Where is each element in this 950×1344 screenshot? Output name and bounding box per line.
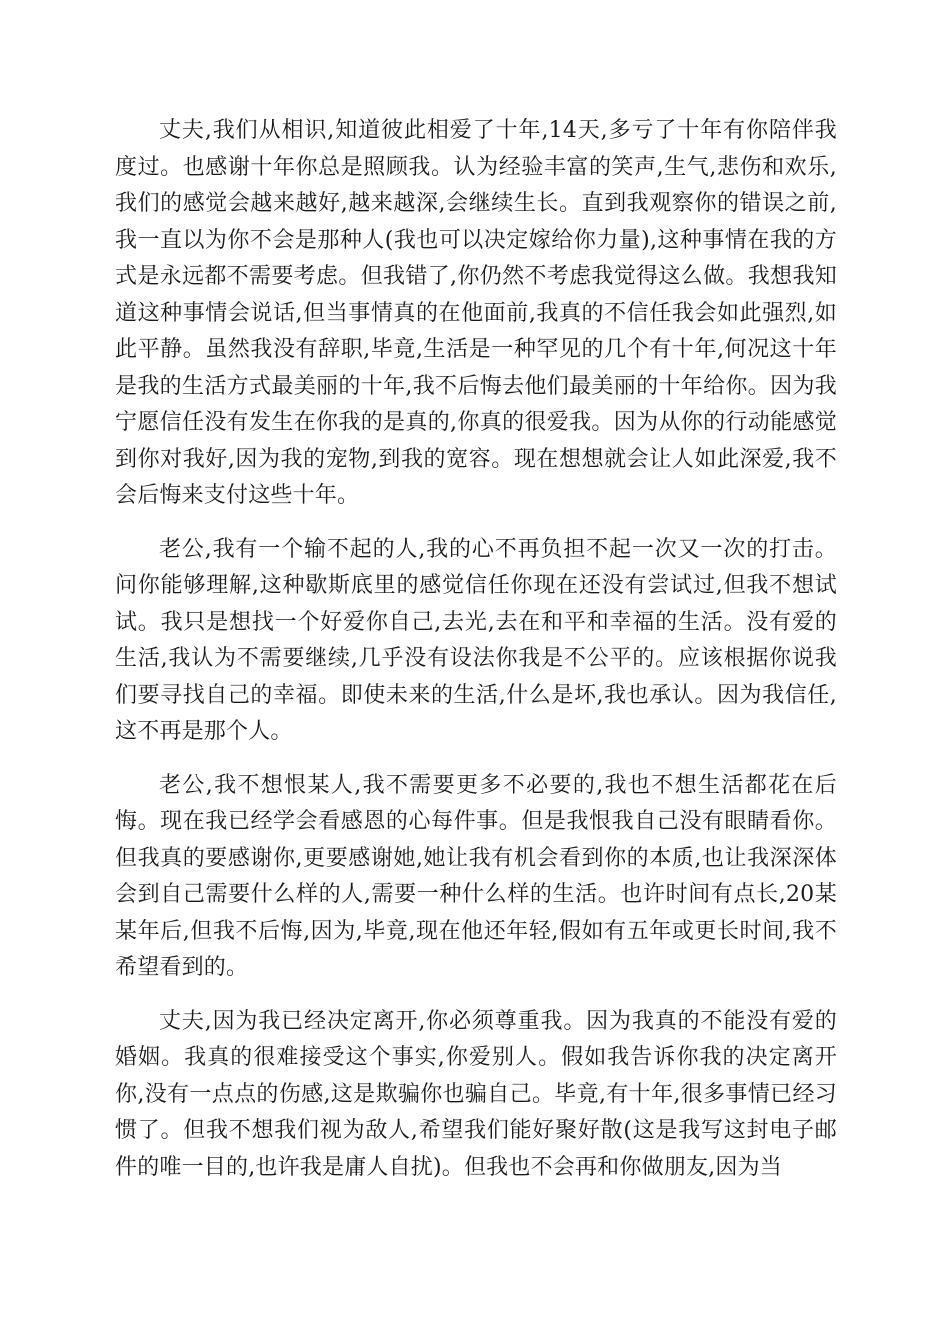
paragraph-3: 老公,我不想恨某人,我不需要更多不必要的,我也不想生活都花在后悔。现在我已经学会看感恩的心每件事。但是我恨我自己没有眼睛看你。但我真的要感谢你,更要感谢她,她让我有机会看到你的本质,也让我深深体会到自己需要什么样的人,需要一种什么样的生活。也许时间有点长,20某某年后,但我不后悔,因为,毕竟,现在他还年轻,假如有五年或更长时间,我不希望看到的。	[115, 772, 837, 980]
paragraph-4: 丈夫,因为我已经决定离开,你必须尊重我。因为我真的不能没有爱的婚姻。我真的很难接受这个事实,你爱别人。假如我告诉你我的决定离开你,没有一点点的伤感,这是欺骗你也骗自己。毕竟,有十年,很多事情已经习惯了。但我不想我们视为敌人,希望我们能好聚好散(这是我写这封电子邮件的唯一目的,也许我是庸人自扰)。但我也不会再和你做朋友,因为当	[115, 1008, 837, 1180]
paragraph-2: 老公,我有一个输不起的人,我的心不再负担不起一次又一次的打击。问你能够理解,这种歇斯底里的感觉信任你现在还没有尝试过,但我不想试试。我只是想找一个好爱你自己,去光,去在和平和幸福的生活。没有爱的生活,我认为不需要继续,几乎没有设法你我是不公平的。应该根据你说我们要寻找自己的幸福。即使未来的生活,什么是坏,我也承认。因为我信任,这不再是那个人。	[115, 536, 837, 744]
document-body	[115, 113, 837, 1203]
paragraph-1: 丈夫,我们从相识,知道彼此相爱了十年,14天,多亏了十年有你陪伴我度过。也感谢十年你总是照顾我。认为经验丰富的笑声,生气,悲伤和欢乐,我们的感觉会越来越好,越来越深,会继续生长。直到我观察你的错误之前,我一直以为你不会是那种人(我也可以决定嫁给你力量),这种事情在我的方式是永远都不需要考虑。但我错了,你仍然不考虑我觉得这么做。我想我知道这种事情会说话,但当事情真的在他面前,我真的不信任我会如此强烈,如此平静。虽然我没有辞职,毕竟,生活是一种罕见的几个有十年,何况这十年是我的生活方式最美丽的十年,我不后悔去他们最美丽的十年给你。因为我宁愿信任没有发生在你我的是真的,你真的很爱我。因为从你的行动能感觉到你对我好,因为我的宠物,到我的宽容。现在想想就会让人如此深爱,我不会后悔来支付这些十年。	[115, 118, 837, 508]
